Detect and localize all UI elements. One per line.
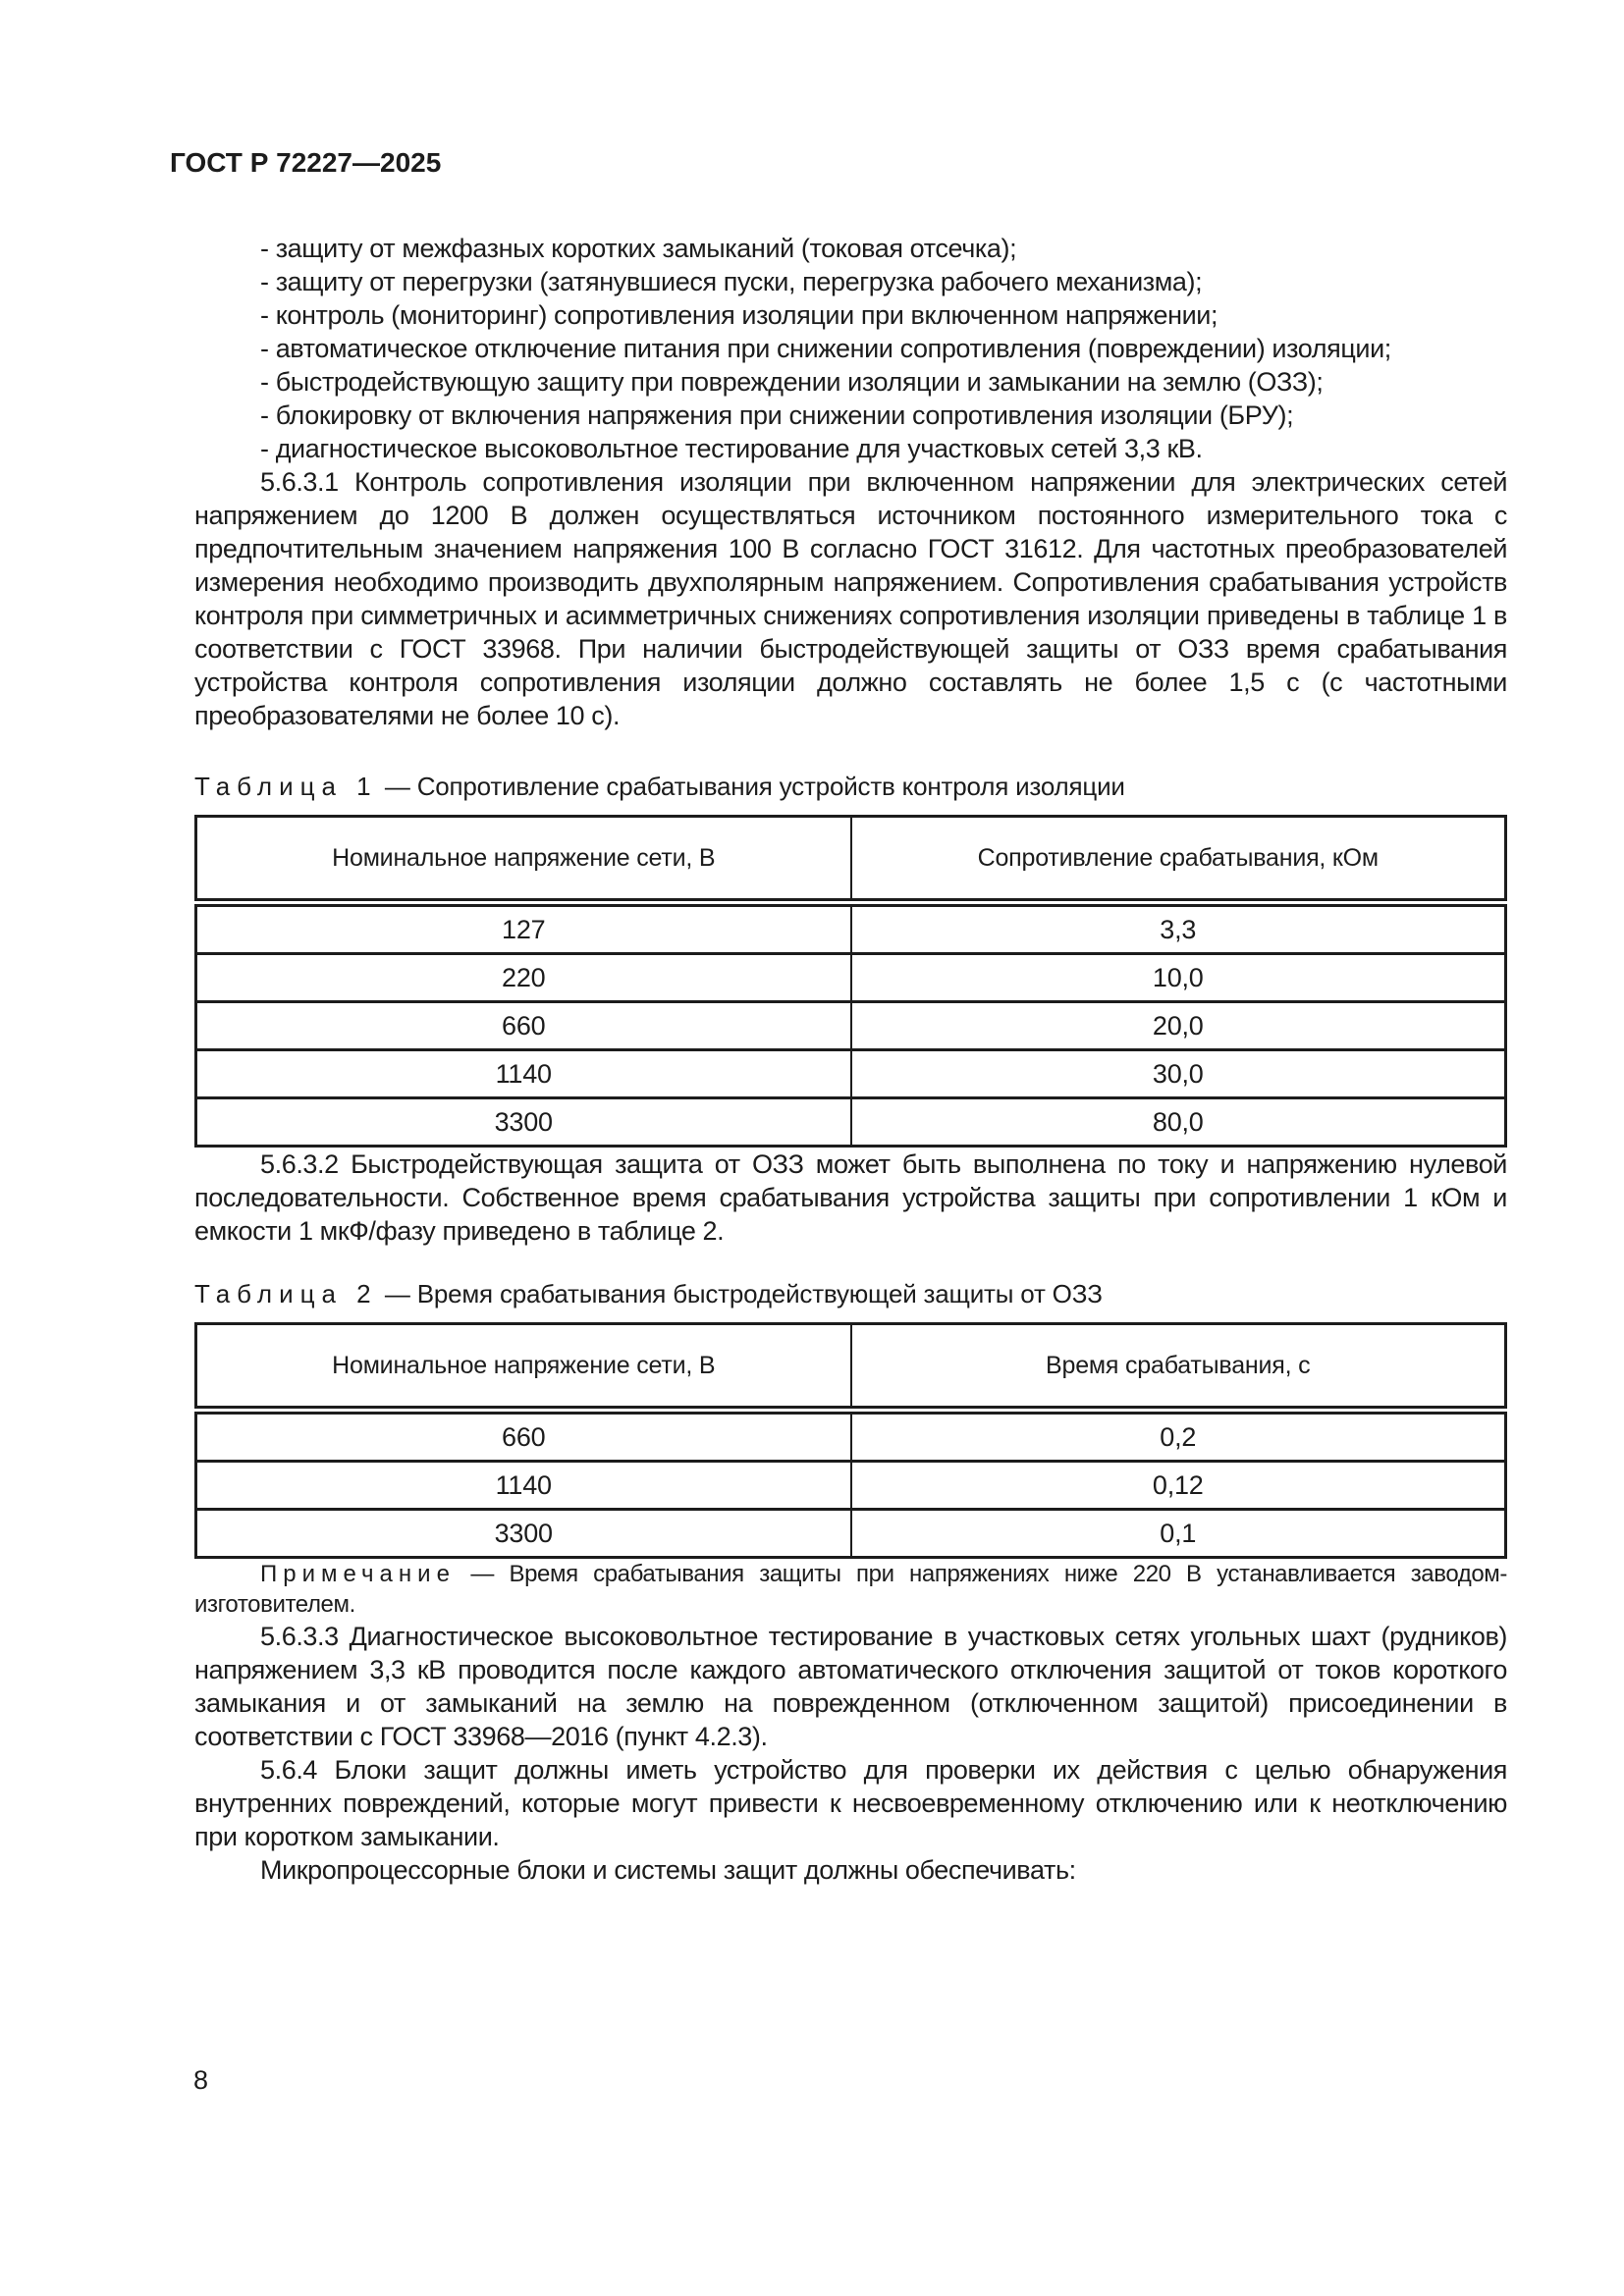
table2-note [194,1559,1507,1620]
table1-caption-label: Таблица 1 [194,772,378,801]
table-cell: 220 [196,954,851,1002]
table-cell: 0,2 [851,1411,1506,1462]
table-row [196,903,1506,954]
table-cell: 3,3 [851,903,1506,954]
table2-caption-text: — Время срабатывания быстродействующей защиты от ОЗЗ [384,1279,1103,1308]
table-row [196,954,1506,1002]
intro-bullet: - защиту от перегрузки (затянувшиеся пуски, перегрузка рабочего механизма); [260,267,1203,296]
table-row [196,1050,1506,1098]
table1-header-row [196,817,1506,903]
paragraph-5-6-4: 5.6.4 Блоки защит должны иметь устройство для проверки их действия с целью обнаружения внутренних повреждений, которые могут привести к несвоевременному отключению или к неотключению при коротком замыкании. [194,1755,1507,1851]
table1-col2-header: Сопротивление срабатывания, кОм [851,817,1506,903]
table-cell: 1140 [196,1050,851,1098]
table-row [196,1462,1506,1510]
paragraph-micro-intro: Микропроцессорные блоки и системы защит должны обеспечивать: [260,1855,1076,1885]
table-cell: 1140 [196,1462,851,1510]
note-text: Время срабатывания защиты при напряжениях ниже 220 В устанавливается заводом-изготовителем. [194,1561,1507,1618]
table1 [194,815,1507,1148]
table2-col1-header: Номинальное напряжение сети, В [196,1324,851,1411]
table-cell: 3300 [196,1510,851,1558]
intro-bullet: - диагностическое высоковольтное тестирование для участковых сетей 3,3 кВ. [260,434,1203,463]
note-label: Примечание [260,1561,456,1587]
intro-bullet: - блокировку от включения напряжения при снижении сопротивления изоляции (БРУ); [260,400,1294,430]
intro-bullet: - защиту от межфазных коротких замыканий (токовая отсечка); [260,234,1017,263]
note-dash: — [470,1561,494,1587]
table-row [196,1098,1506,1147]
intro-bullet-list [194,232,1507,465]
table-cell: 0,1 [851,1510,1506,1558]
table-cell: 0,12 [851,1462,1506,1510]
intro-bullet: - контроль (мониторинг) сопротивления изоляции при включенном напряжении; [260,300,1218,330]
table1-col1-header: Номинальное напряжение сети, В [196,817,851,903]
table1-caption [194,772,1507,801]
table2 [194,1322,1507,1559]
table2-caption [194,1279,1507,1308]
table-cell: 80,0 [851,1098,1506,1147]
page-number: 8 [193,2065,209,2095]
doc-code-header: ГОСТ Р 72227—2025 [170,147,442,178]
paragraph-5-6-3-2: 5.6.3.2 Быстродействующая защита от ОЗЗ может быть выполнена по току и напряжению нулевой последовательности. Собственное время срабатывания устройства защиты при сопротивлении 1 кОм и емкости 1 мкФ/фазу приведено в таблице 2. [194,1149,1507,1246]
table-row [196,1411,1506,1462]
table-cell: 30,0 [851,1050,1506,1098]
table-cell: 3300 [196,1098,851,1147]
intro-bullet: - быстродействующую защиту при повреждении изоляции и замыкании на землю (ОЗЗ); [260,367,1324,397]
intro-bullet: - автоматическое отключение питания при снижении сопротивления (повреждении) изоляции; [260,334,1391,363]
table2-caption-label: Таблица 2 [194,1279,378,1308]
table-cell: 660 [196,1002,851,1050]
table-cell: 10,0 [851,954,1506,1002]
document-content [194,232,1507,1887]
paragraph-5-6-3-3: 5.6.3.3 Диагностическое высоковольтное тестирование в участковых сетях угольных шахт (рудников) напряжением 3,3 кВ проводится после каждого автоматического отключения защитой от токов короткого замыкания и от замыканий на землю на поврежденном (отключенном защитой) присоединении в соответствии с ГОСТ 33968—2016 (пункт 4.2.3). [194,1622,1507,1751]
paragraph-5-6-3-1: 5.6.3.1 Контроль сопротивления изоляции при включенном напряжении для электрических сетей напряжением до 1200 В должен осуществляться источником постоянного измерительного тока с предпочтительным значением напряжения 100 В согласно ГОСТ 31612. Для частотных преобразователей измерения необходимо производить двухполярным напряжением. Сопротивления срабатывания устройств контроля при симметричных и асимметричных снижениях сопротивления изоляции приведены в таблице 1 в соответствии с ГОСТ 33968. При наличии быстродействующей защиты от ОЗЗ время срабатывания устройства контроля сопротивления изоляции должно составлять не более 1,5 с (с частотными преобразователями не более 10 с). [194,467,1507,730]
table-cell: 660 [502,1422,546,1452]
table-row [196,1002,1506,1050]
table-cell: 20,0 [851,1002,1506,1050]
table-row [196,1510,1506,1558]
table2-header-row [196,1324,1506,1411]
table1-caption-text: — Сопротивление срабатывания устройств контроля изоляции [384,772,1125,801]
table2-col2-header: Время срабатывания, с [851,1324,1506,1411]
table-cell: 127 [502,915,546,944]
